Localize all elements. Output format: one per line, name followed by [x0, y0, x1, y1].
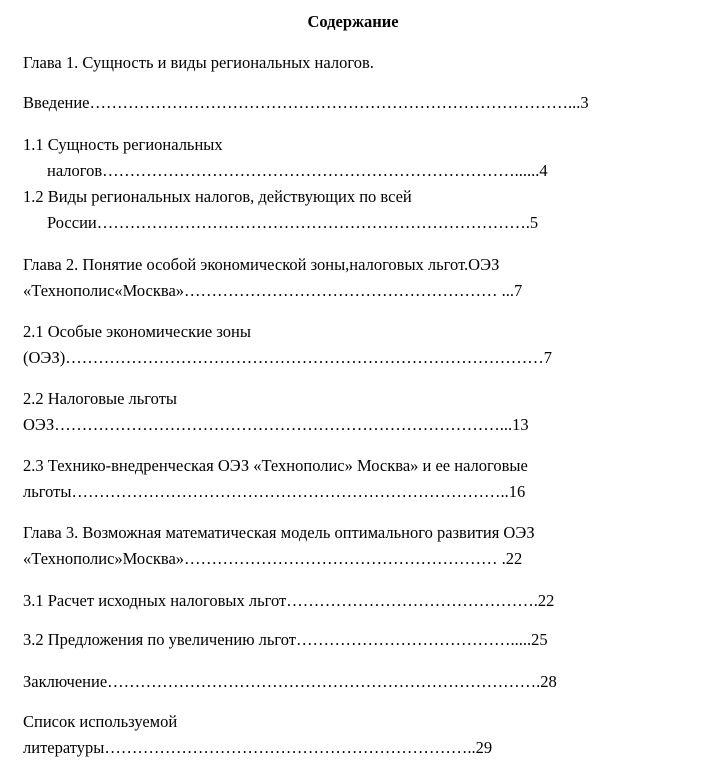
- toc-entry-introduction: Введение……………………………………………………………………………...3: [23, 93, 589, 112]
- toc-entry-3-2: 3.2 Предложения по увеличению льгот………………………………….....25: [23, 630, 548, 649]
- toc-entry-references-title: Список используемой: [23, 712, 178, 731]
- toc-entry-1-2-leader: России…………………………………………………………………….5: [47, 213, 539, 232]
- toc-entry-1-2-title: 1.2 Виды региональных налогов, действующих по всей: [23, 187, 412, 206]
- toc-chapter-3-leader: «Технополис»Москва»………………………………………………… .22: [23, 549, 523, 568]
- toc-entry-2-1-title: 2.1 Особые экономические зоны: [23, 322, 251, 341]
- toc-entry-1-1-leader: налогов…………………………………………………………………......4: [47, 161, 548, 180]
- toc-chapter-3-title: Глава 3. Возможная математическая модель оптимального развития ОЭЗ: [23, 523, 535, 542]
- toc-chapter-2-title: Глава 2. Понятие особой экономической зоны,налоговых льгот.ОЭЗ: [23, 255, 500, 274]
- toc-entry-3-1: 3.1 Расчет исходных налоговых льгот……………………………………….22: [23, 591, 555, 610]
- page-title: Содержание: [307, 12, 399, 31]
- toc-entry-references-leader: литературы…………………………………………………………..29: [23, 738, 493, 757]
- toc-entry-1-1-title: 1.1 Сущность региональных: [23, 135, 223, 154]
- toc-entry-conclusion: Заключение…………………………………………………………………….28: [23, 672, 557, 691]
- toc-entry-2-3-leader: льготы……………………………………………………………………..16: [23, 482, 526, 501]
- toc-chapter-2-leader: «Технополис«Москва»………………………………………………… ...7: [23, 281, 523, 300]
- toc-entry-2-3-title: 2.3 Технико-внедренческая ОЭЗ «Технополис» Москва» и ее налоговые: [23, 456, 528, 475]
- toc-entry-2-2-title: 2.2 Налоговые льготы: [23, 389, 177, 408]
- toc-entry-2-2-leader: ОЭЗ………………………………………………………………………...13: [23, 415, 529, 434]
- toc-chapter-1-heading: Глава 1. Сущность и виды региональных налогов.: [23, 53, 374, 72]
- toc-entry-2-1-leader: (ОЭЗ)……………………………………………………………………………7: [23, 348, 553, 367]
